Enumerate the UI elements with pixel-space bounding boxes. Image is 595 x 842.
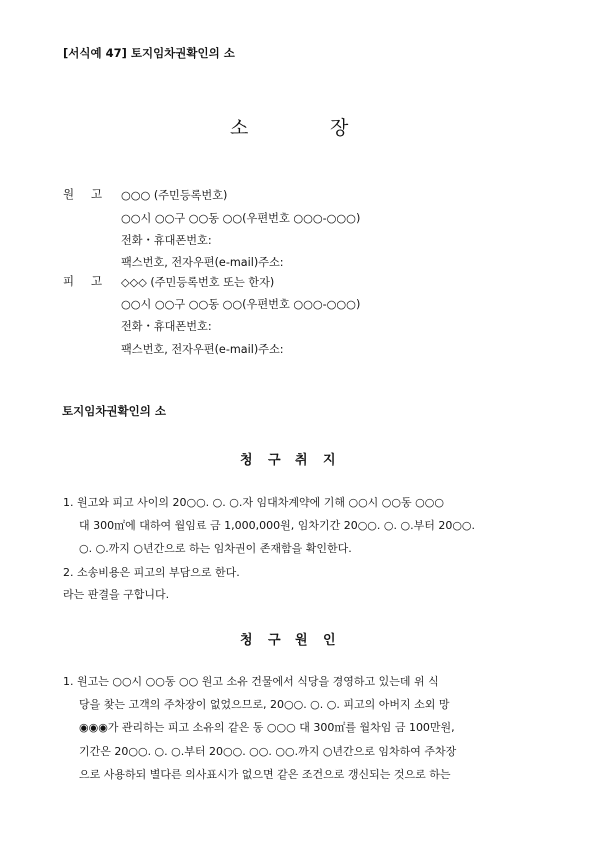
claim-purpose-line: 2. 소송비용은 피고의 부담으로 한다. — [63, 566, 240, 579]
heading-char: 지 — [323, 453, 336, 468]
heading-char: 청 — [240, 633, 253, 648]
defendant-name: ◇◇◇ (주민등록번호 또는 한자) — [121, 276, 275, 289]
defendant-phone: 전화・휴대폰번호: — [121, 320, 212, 333]
claim-cause-heading — [0, 629, 595, 647]
defendant-address: ○○시 ○○구 ○○동 ○○(우편번호 ○○○-○○○) — [121, 298, 361, 311]
heading-char: 구 — [268, 453, 281, 468]
heading-char: 원 — [295, 633, 308, 648]
claim-cause-line: 1. 원고는 ○○시 ○○동 ○○ 원고 소유 건물에서 식당을 경영하고 있는데 위 식 — [63, 675, 439, 688]
doc-title-char-1: 소 — [230, 117, 249, 139]
form-header: [서식예 47] 토지임차권확인의 소 — [63, 46, 235, 60]
claim-purpose-line: 1. 원고와 피고 사이의 20○○. ○. ○.자 임대차계약에 기해 ○○시 ○○동 ○○○ — [63, 496, 444, 509]
claim-cause-line: 으로 사용하되 별다른 의사표시가 없으면 같은 조건으로 갱신되는 것으로 하는 — [79, 768, 451, 781]
defendant-fax-email: 팩스번호, 전자우편(e-mail)주소: — [121, 343, 284, 356]
doc-title-char-2: 장 — [330, 117, 349, 139]
plaintiff-fax-email: 팩스번호, 전자우편(e-mail)주소: — [121, 256, 284, 269]
heading-char: 구 — [268, 633, 281, 648]
plaintiff-label-char: 원 — [63, 187, 75, 201]
plaintiff-phone: 전화・휴대폰번호: — [121, 234, 212, 247]
plaintiff-name: ○○○ (주민등록번호) — [121, 189, 228, 202]
claim-cause-line: 당을 찾는 고객의 주차장이 없었으므로, 20○○. ○. ○. 피고의 아버지 소외 망 — [79, 698, 450, 711]
claim-purpose-heading — [0, 449, 595, 467]
claim-cause-line: 기간은 20○○. ○. ○.부터 20○○. ○○. ○○.까지 ○년간으로 임차하여 주차장 — [79, 745, 457, 758]
defendant-label-char: 고 — [91, 274, 103, 288]
heading-char: 청 — [240, 453, 253, 468]
plaintiff-address: ○○시 ○○구 ○○동 ○○(우편번호 ○○○-○○○) — [121, 212, 361, 225]
defendant-label — [63, 273, 123, 289]
claim-purpose-line: ○. ○.까지 ○년간으로 하는 임차권이 존재함을 확인한다. — [79, 542, 352, 555]
claim-purpose-line: 라는 판결을 구합니다. — [63, 588, 170, 601]
defendant-label-char: 피 — [63, 274, 75, 288]
case-title: 토지임차권확인의 소 — [62, 404, 166, 418]
heading-char: 인 — [323, 633, 336, 648]
heading-char: 취 — [295, 453, 308, 468]
plaintiff-label — [63, 186, 123, 202]
claim-cause-line: ◉◉◉가 관리하는 피고 소유의 같은 동 ○○○ 대 300㎡를 월차임 금 100만원, — [79, 721, 455, 734]
plaintiff-label-char: 고 — [91, 187, 103, 201]
claim-purpose-line: 대 300㎡에 대하여 월임료 금 1,000,000원, 임차기간 20○○. ○. ○.부터 20○○. — [79, 519, 476, 532]
